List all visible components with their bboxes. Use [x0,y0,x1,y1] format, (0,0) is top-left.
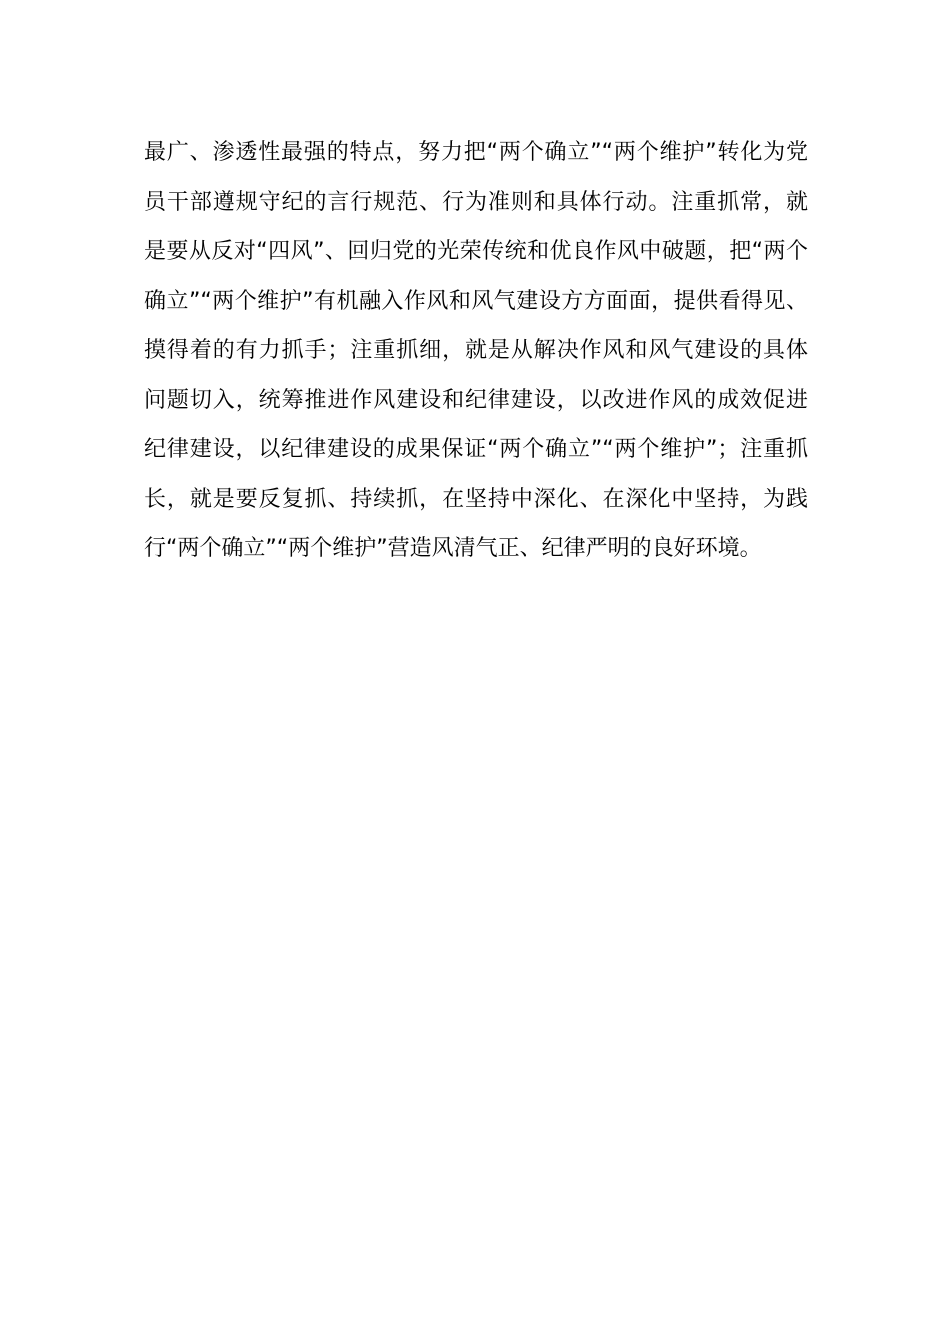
paragraph-line: 员干部遵规守纪的言行规范、行为准则和具体行动。注重抓常，就 [144,189,808,215]
paragraph-line: 确立”“两个维护”有机融入作风和风气建设方方面面，提供看得见、 [144,288,808,314]
paragraph-line: 纪律建设，以纪律建设的成果保证“两个确立”“两个维护”；注重抓 [144,437,808,462]
paragraph-line-last: 行“两个确立”“两个维护”营造风清气正、纪律严明的良好环境。 [144,536,762,561]
paragraph-line: 是要从反对“四风”、回归党的光荣传统和优良作风中破题，把“两个 [144,239,808,264]
body-paragraph [144,128,808,574]
paragraph-line: 长，就是要反复抓、持续抓，在坚持中深化、在深化中坚持，为践 [144,486,808,512]
paragraph-line: 摸得着的有力抓手；注重抓细，就是从解决作风和风气建设的具体 [144,338,808,363]
paragraph-line: 问题切入，统筹推进作风建设和纪律建设，以改进作风的成效促进 [144,387,808,413]
paragraph-line: 最广、渗透性最强的特点，努力把“两个确立”“两个维护”转化为党 [144,140,808,165]
